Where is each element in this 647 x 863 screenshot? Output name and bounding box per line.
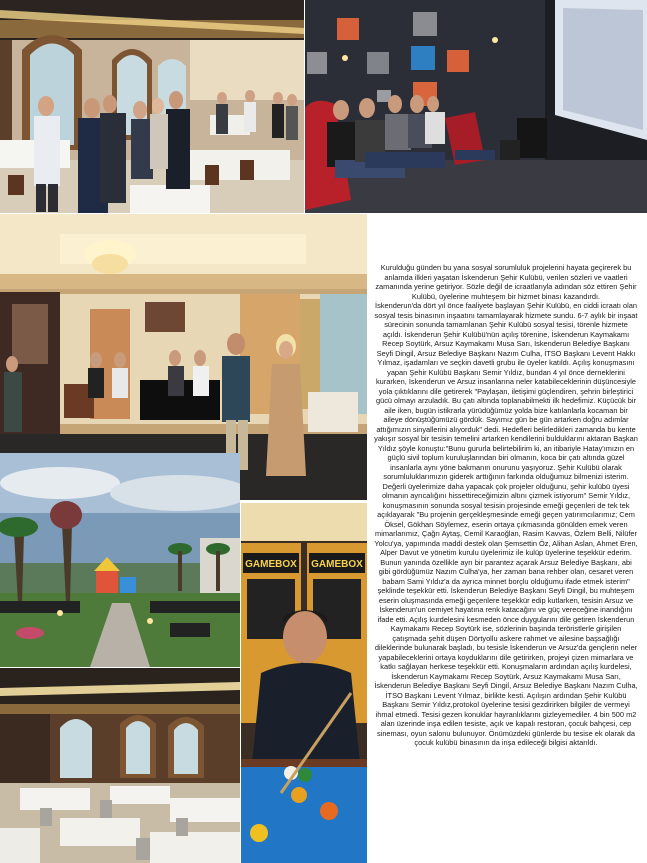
photo-garden-playground: [0, 453, 240, 667]
photo-restaurant-reception: [0, 0, 304, 213]
photo-restaurant-hall: [0, 668, 240, 863]
arcade-sign-left: GAMEBOX: [245, 559, 297, 570]
article-body: [374, 263, 638, 859]
article-paragraph: İskenderun'da dört yıl önce faaliyete başlayan Şehir Kulübü, en ciddi icraatı olan sosyal tesis binasının inşaatını tamamlayarak hizmete sundu. 6-7 aylık bir inşaat sürecinin sonunda tamamlanan Şehir Kulübü sosyal tesisi, törenle hizmete açıldı. İskenderun Şehir Kulübü'nün açılış törenine, İskenderun Kaymakamı Recep Soytürk, Arsuz Kaymakamı Musa Sarı, İskenderun Belediye Başkanı Seyfi Dingil, Arsuz Belediye Başkanı Nazım Culha, İTSO Başkanı Levent Hakkı Yılmaz, işadamları ve seçkin davetli grubu ile üyeler katıldı. Açılış konuşmasını yapan Şehir Kulübü Başkanı Semir Yıldız, bundan 4 yıl önce derneklerini kurarken, İskenderun ve Arsuz insanlarına neler katabileceklerinin düşüncesiyle yola çıktıklarını dile getirerek "Paylaşan, iletişimi güçlendiren, şehrin birleştirici gücü olmayı arzuladık. Bu çatı altında toplanabilmekti ilk hedefimiz. Küçücük bir aile iken, bugün istikrarla yürüdüğümüz yolda bize katılanlarla kocaman bir aileye dönüştüğümüzü gördük. Sayımız gün be gün artarken doğru adımlar attığımızın sinyallerini alıyorduk" dedi. Hedefleri belirledikleri zamanda bu kente yakışır sosyal bir tesisin temelini artarken kendilerini bulduklarını aktaran Başkan Yıldız şöyle konuştu:"Bunu gururla belirtebilirim ki, an itibariyle Hatay'ımızın en güçlü sivil toplum kuruluşlarından biri olmanın, koca bir çatı altında güzel insanlarla aynı yöne bakmanın onurunu yaşıyoruz. Şehir Kulübü olarak sorumluluklarımızın giderek arttığının farkında olduğumuz bilmenizi isterim. Değerli üyelerimize daha yapacak çok projeler olduğunu, şehir kulübü üyesi olmanın ayrıcalığını hissettireceğimizin altını çizmek istiyorum" Semir Yıldız, konuşmasının sonunda sosyal tesisin projesinde emeği geçenleri de tek tek açıklayarak "Bu projenin gerçekleşmesinde emeği geçen yatırımcılarımız; Cem Öksel, Gökhan Söylemez, eserin ortaya çıkmasında gönülden emek veren mimarlarımız, Çağrı Aytaş, Cemil Karaoğlan, Rasim Kavvas, Özlem Belli, Nilüfer Yolcu'ya, yapımında maddi destek olan Şemsettin Öz, Alihan Aslan, Ahmet Eren, Alper Davut ve yönetim kurulu üyelerimiz ile kulüp üyelerine teşekkür ederim. Bunun yanında özellikle ayrı bir parantez açarak Arsuz Belediye Başkanı, abi gibi gördüğümüz Nazım Culha'ya, her zaman bana rehber olan, cesaret veren babam Sami Yıldız'a da ayrıca minnet borçlu olduğumu ifade etmek isterim" şeklinde teşekkür etti. İskenderun Belediye Başkanı Seyfi Dingil, bu muhteşem eserin oluşmasında emeği geçenlere teşekkür edip kutlarken, tesisin Arsuz ve İskenderun'un cemiyet hayatına renk katacağını ve güç vereceğine inandığını ifade etti. Açılış kurdelesini kesmeden önce duygularını dile getiren İskenderun Kaymakamı Recep Soytürk ise, sözlerinin başında teröristlerle girişilen çatışmada şehit düşen Dörtyollu askere rahmet ve ailesine başsağlığı dileklerinde bulunarak başladı, bu tesisle İskenderun ve Arsuz'da gençlerin neler yapabileceklerini ortaya koyduklarını dile getirirken, projeyi çizen mimarlara ve katkı sağlayan herkese teşekkür etti. Konuşmaların ardından açılış kurdelesi, İskenderun Kaymakamı Recep Soytürk, Arsuz Kaymakamı Musa Sarı, İskenderun Belediye Başkanı Seyfi Dingil, Arsuz Belediye Başkanı Nazım Culha, İTSO Başkanı Levent Yılmaz, birlikte kesti. Açılışın ardından Şehir Kulübü Başkanı Semir Yıldız,protokol üyelerine tesisi gezdirirken bilgiler de vermeyi ihmal etmedi. Tesisi gezen konuklar hayranlıklarını gizleyemediler. 4 bin 500 m2 alan üzerinde inşa edilen tesiste, açık ve kapalı restoran, çocuk bahçesi, cep sineması, oyun salonu bulunuyor. Önümüzdeki günlerde bu tesise ek olarak da çocuk kulübü binasının da inşa edileceği bilgisi aktarıldı.: [374, 301, 638, 747]
arcade-sign-right: GAMEBOX: [311, 559, 363, 570]
article-paragraph: Kurulduğu günden bu yana sosyal sorumluluk projelerini hayata geçirerek bu anlamda ilkleri yaşatan İskenderun Şehir Kulübü, verilen sözleri ve vaatleri zamanında yerine getiriyor. Sözle değil de icraatlarıyla adından söz ettiren Şehir Kulübü, üyelerine muhteşem bir hizmet binası kazandırdı.: [375, 263, 637, 301]
photo-cinema: [305, 0, 647, 213]
photo-billiards: [241, 503, 367, 863]
